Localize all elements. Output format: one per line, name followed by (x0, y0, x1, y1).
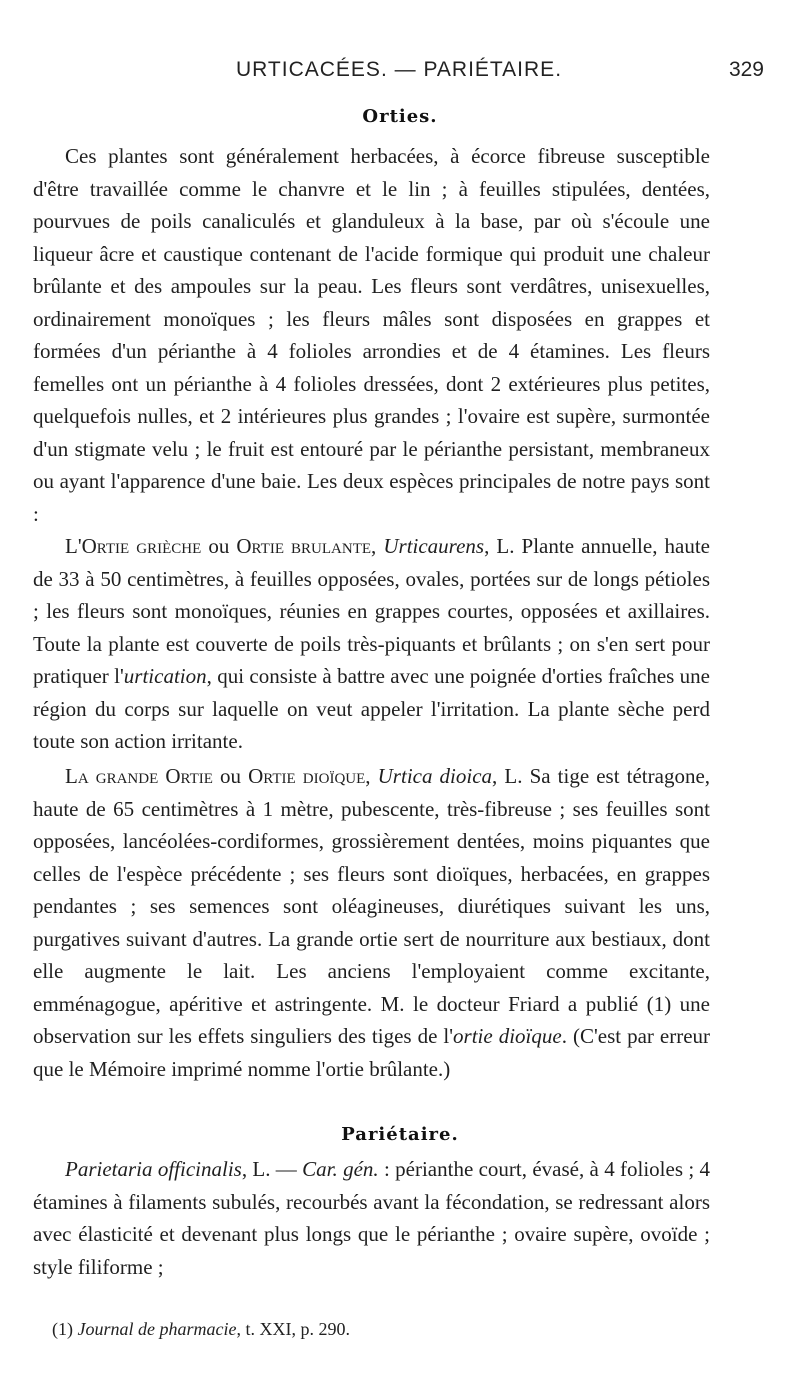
species-name: L'Ortie grièche (65, 534, 202, 558)
footnote (52, 1319, 712, 1340)
section-heading-parietaire: Pariétaire. (341, 1124, 459, 1145)
car-gen-label: Car. gén. (302, 1157, 379, 1181)
species-alt-name: Ortie dioïque (248, 764, 366, 788)
page-number: 329 (728, 58, 764, 81)
footnote-journal: Journal de pharmacie (77, 1319, 237, 1339)
authority-text: , L. — (241, 1157, 303, 1181)
running-head (34, 58, 764, 88)
paragraph-parietaria-text (33, 1153, 710, 1283)
latin-name: Parietaria officinalis (65, 1157, 242, 1181)
ortie-dioique-term: ortie dioïque (453, 1024, 562, 1048)
connector-text: ou (212, 764, 249, 788)
description-text: Sa tige est tétragone, haute de 65 centimètres à 1 mètre, pubescente, très-fibreuse ; ses feuilles sont opposées, lancéolées-cordiformes, grossièrement dentées, moins piquantes que celles de l'espèce précédente ; ses fleurs sont dioïques, herbacées, en grappes pendantes ; ses semences sont oléagineuses, diurétiques suivant les uns, purgatives suivant d'autres. La grande ortie sert de nourriture aux bestiaux, dont elle augmente le lait. Les anciens l'employaient comme excitante, emménagogue, apéritive et astringente. M. le docteur Friard a publié (1) une observation sur les effets singuliers des tiges de l' (33, 764, 711, 1048)
description-text-continued: , qui consiste à battre avec une poignée d'orties fraîches une région du corps sur laquelle on veut appeler l'irritation. La plante sèche perd toute son action irritante. (33, 664, 711, 753)
paragraph-grande-ortie (33, 760, 710, 1085)
urtication-term: urtication (123, 664, 207, 688)
latin-name: Urticaurens (383, 534, 485, 558)
authority-text: , L. (484, 534, 522, 558)
running-title: URTICACÉES. — PARIÉTAIRE. (235, 58, 563, 81)
latin-name: Urtica dioica (377, 764, 493, 788)
separator-text: , (365, 764, 378, 788)
description-text-continued: . (C'est par erreur que le Mémoire imprimé nomme l'ortie brûlante.) (33, 1024, 711, 1081)
authority-text: , L. (492, 764, 530, 788)
paragraph-ortie-griesche-text (33, 530, 710, 758)
section-heading-orties: Orties. (362, 106, 438, 127)
paragraph-orties-text: Ces plantes sont généralement herbacées, à écorce fibreuse susceptible d'être travaillée comme le chanvre et le lin ; à feuilles stipulées, dentées, pourvues de poils canaliculés et glanduleux à la base, par où s'écoule une liqueur âcre et caustique contenant de l'acide formique qui produit une chaleur brûlante et des ampoules sur la peau. Les fleurs sont verdâtres, unisexuelles, ordinairement monoïques ; les fleurs mâles sont disposées en grappes et formées d'un périanthe à 4 folioles arrondies et de 4 étamines. Les fleurs femelles ont un périanthe à 4 folioles dressées, dont 2 extérieures plus petites, quelquefois nulles, et 2 intérieures plus grandes ; l'ovaire est supère, surmontée d'un stigmate velu ; le fruit est entouré par le périanthe persistant, membraneux ou ayant l'apparence d'une baie. Les deux espèces principales de notre pays sont : (33, 144, 710, 526)
paragraph-parietaria (33, 1153, 710, 1283)
species-alt-name: Ortie brulante (236, 534, 372, 558)
separator-text: , (371, 534, 384, 558)
connector-text: ou (201, 534, 237, 558)
footnote-marker: (1) (52, 1319, 78, 1339)
paragraph-orties (33, 140, 710, 530)
species-name: La grande Ortie (65, 764, 213, 788)
footnote-reference: , t. XXI, p. 290. (236, 1319, 350, 1339)
description-text: Plante annuelle, haute de 33 à 50 centimètres, à feuilles opposées, ovales, portées sur de longs pétioles ; les fleurs sont monoïques, réunies en grappes courtes, opposées et axillaires. Toute la plante est couverte de poils très-piquants et brûlants ; on s'en sert pour pratiquer l' (33, 534, 710, 688)
paragraph-ortie-griesche (33, 530, 710, 758)
description-text: : périanthe court, évasé, à 4 folioles ; 4 étamines à filaments subulés, recourbés avant la fécondation, se redressant alors avec élasticité et devenant plus longs que le périanthe ; ovaire supère, ovoïde ; style filiforme ; (33, 1157, 710, 1279)
paragraph-grande-ortie-text (33, 760, 710, 1085)
